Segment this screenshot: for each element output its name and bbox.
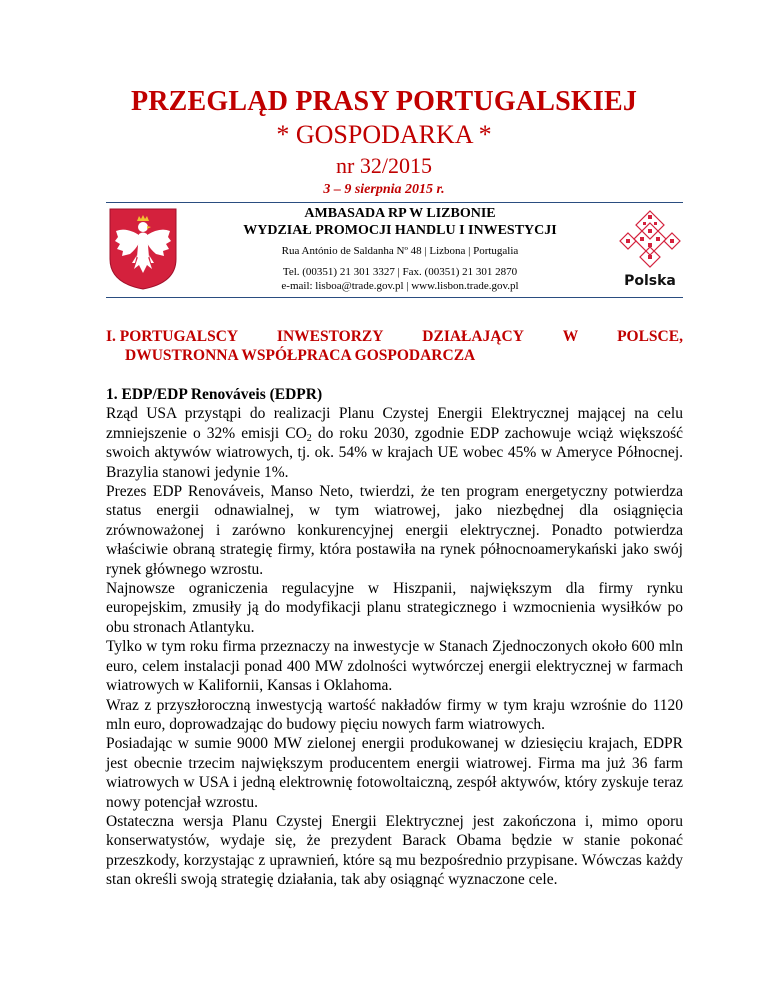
embassy-name: AMBASADA RP W LIZBONIE (304, 206, 496, 221)
document-subtitle: * GOSPODARKA * (276, 120, 492, 149)
section-heading-word: POLSCE, (617, 328, 683, 345)
embassy-phone-fax: Tel. (00351) 21 301 3327 | Fax. (00351) 21 301 2870 (282, 266, 518, 278)
polska-logo-text: Polska (624, 273, 676, 289)
section-heading-word: INWESTORZY (276, 328, 384, 345)
issue-number: nr 32/2015 (336, 153, 432, 178)
article (106, 385, 683, 890)
date-range: 3 – 9 sierpnia 2015 r. (323, 182, 445, 197)
article-heading: 1. EDP/EDP Renováveis (EDPR) (106, 386, 323, 403)
section-heading-line2: DWUSTRONNA WSPÓŁPRACA GOSPODARCZA (125, 347, 476, 364)
section-heading (106, 327, 683, 365)
article-paragraph: Rząd USA przystąpi do realizacji Planu Czystej Energii Elektrycznej mającej na celu zmniejszenie o 32% emisji $CO_2$ do roku 2030, zgodnie EDP zachowuje wciąż większość swoich aktywów wiatrowych, tj. ok. 54% w krajach UE wobec 45% w Ameryce Północnej. Brazylia stanowi jedynie 1%. (106, 405, 683, 481)
article-paragraph: Prezes EDP Renováveis, Manso Neto, twierdzi, że ten program energetyczny potwierdza status energii odnawialnej, w tym wiatrowej, jako niezbędnej dla osiągnięcia zrównoważonej i zarówno konkurencyjnej energii elektrycznej. Ponadto potwierdza właściwie obraną strategię firmy, która postawiła na rynek północnoamerykański jako swój rynek głównego wzrostu. (106, 483, 683, 578)
embassy-address: Rua António de Saldanha Nº 48 | Lizbona | Portugalia (281, 245, 519, 257)
article-paragraph: Posiadając w sumie 9000 MW zielonej energii produkowanej w dziesięciu krajach, EDPR jest obecnie trzecim największym producentem energii wiatrowej. Firma ma już 36 farm wiatrowych w USA i jedną elektrownię fotowoltaiczną, zespół aktywów, który zyskuje teraz nowy potencjał wzrostu. (106, 735, 683, 811)
section-heading-word: I. PORTUGALSCY (106, 328, 239, 345)
header-rule-bottom (106, 297, 683, 298)
article-paragraph: Tylko w tym roku firma przeznaczy na inwestycje w Stanach Zjednoczonych około 600 mln euro, celem instalacji ponad 400 MW zdolności wytwórczej energii elektrycznej w farmach wiatrowych w Kalifornii, Kansas i Oklahoma. (106, 638, 683, 695)
document-title: PRZEGLĄD PRASY PORTUGALSKIEJ (130, 86, 638, 117)
embassy-department: WYDZIAŁ PROMOCJI HANDLU I INWESTYCJI (243, 223, 557, 238)
article-paragraph: Wraz z przyszłoroczną inwestycją wartość nakładów firmy w tym kraju wzrośnie do 1120 mln euro, doprowadzając do budowy pięciu nowych farm wiatrowych. (106, 696, 683, 733)
section-heading-word: DZIAŁAJĄCY (422, 328, 524, 345)
polish-eagle-emblem-icon (108, 207, 178, 291)
embassy-email-web: e-mail: lisboa@trade.gov.pl | www.lisbon.trade.gov.pl (281, 280, 519, 292)
article-paragraph: Najnowsze ograniczenia regulacyjne w Hiszpanii, największym dla firmy rynku europejskim, zmusiły ją do modyfikacji planu strategicznego i wzmocnienia wysiłków po obu stronach Atlantyku. (106, 580, 683, 636)
polska-logo (616, 207, 684, 291)
article-paragraph: Ostateczna wersja Planu Czystej Energii Elektrycznej jest zakończona i, mimo oporu konserwatystów, wydaje się, że prezydent Barack Obama będzie w stanie pokonać przeszkody, korzystając z uprawnień, które są mu bezpośrednio przypisane. Wówczas każdy stan określi swoją strategię działania, tak aby osiągnąć wyznaczone cele. (106, 812, 683, 889)
section-heading-word: W (562, 328, 579, 345)
header-rule-top (106, 202, 683, 203)
